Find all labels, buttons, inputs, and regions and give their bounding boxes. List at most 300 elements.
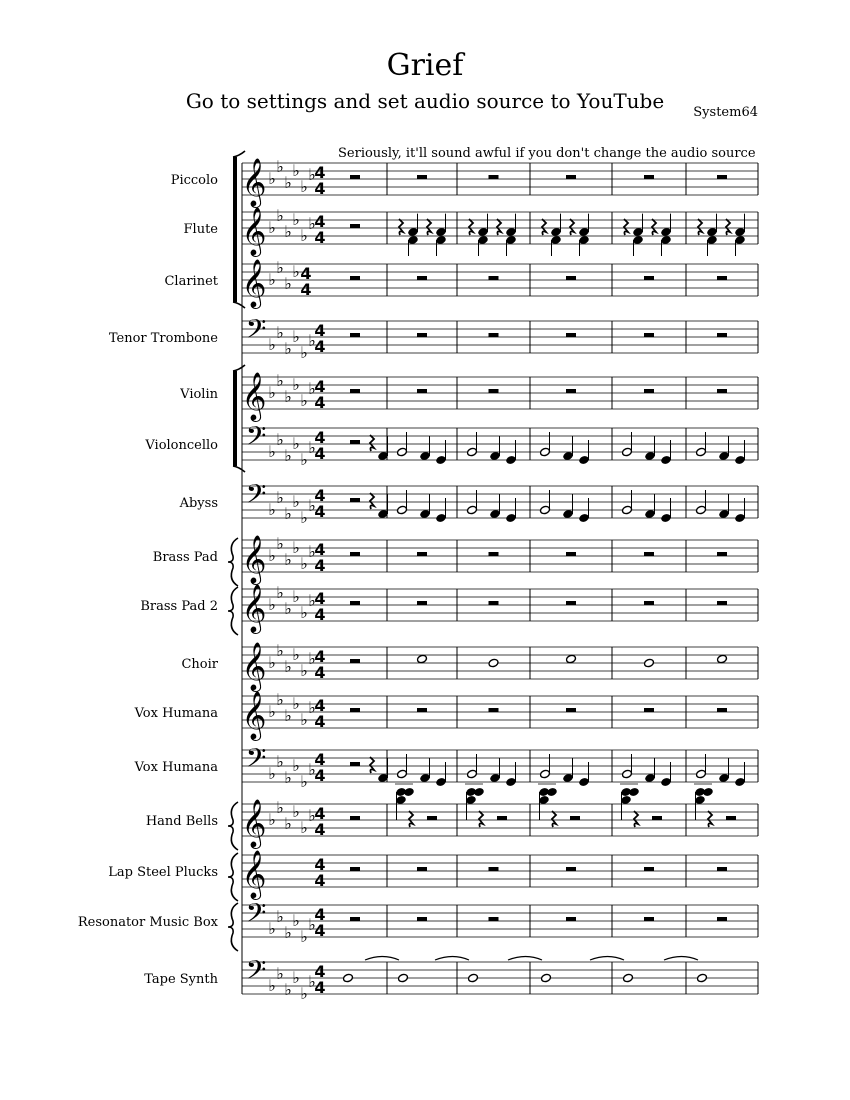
half-rest [489,276,499,280]
quarter-rest [497,219,501,235]
note-head [645,451,656,461]
time-signature-denominator: 4 [314,502,326,521]
flat-icon: ♭ [300,450,308,469]
half-rest [350,333,360,337]
flat-icon: ♭ [276,258,284,277]
note-head [579,455,590,465]
flat-icon: ♭ [284,504,292,523]
flat-icon: ♭ [276,430,284,449]
flat-icon: ♭ [276,798,284,817]
time-signature-numerator: 4 [314,321,326,340]
note-head [579,513,590,523]
note-head [707,227,718,237]
flat-icon: ♭ [268,919,276,938]
quarter-rest [708,811,712,827]
quarter-rest [370,757,374,773]
note-head [633,235,644,245]
flat-icon: ♭ [268,764,276,783]
flat-icon: ♭ [268,500,276,519]
half-rest [350,175,360,179]
composer: System64 [693,105,758,120]
flat-icon: ♭ [268,702,276,721]
note-head [551,227,562,237]
flat-icon: ♭ [292,968,300,987]
note-head [420,451,431,461]
note-head [466,795,477,805]
half-rest [717,333,727,337]
whole-note [566,654,577,664]
half-rest [717,708,727,712]
whole-note [644,658,655,668]
half-rest [566,552,576,556]
note-head [436,777,447,787]
half-note [467,505,478,515]
half-rest [489,333,499,337]
treble-clef-icon: 𝄞 [241,690,267,739]
flat-icon: ♭ [308,915,316,934]
flat-icon: ♭ [276,488,284,507]
flat-icon: ♭ [292,694,300,713]
flat-icon: ♭ [284,599,292,618]
flat-icon: ♭ [292,434,300,453]
half-rest [417,917,427,921]
half-rest [717,867,727,871]
flat-icon: ♭ [276,323,284,342]
group-brace [228,903,238,951]
time-signature-numerator: 4 [314,540,326,559]
flat-icon: ♭ [292,492,300,511]
half-note [622,769,633,779]
flat-icon: ♭ [284,923,292,942]
half-rest [489,552,499,556]
flat-icon: ♭ [284,222,292,241]
instrument-label: Clarinet [164,274,218,289]
instrument-label: Resonator Music Box [77,915,218,930]
flat-icon: ♭ [268,810,276,829]
note-head [539,795,550,805]
half-rest [417,708,427,712]
note-head [735,777,746,787]
flat-icon: ♭ [284,339,292,358]
tie [664,957,698,961]
treble-clef-icon: 𝄞 [241,534,267,583]
half-rest [717,276,727,280]
note-head [661,513,672,523]
flat-icon: ♭ [308,496,316,515]
instrument-label: Flute [183,222,218,237]
half-rest [566,276,576,280]
flat-icon: ♭ [284,768,292,787]
time-signature-numerator: 4 [314,855,326,874]
note-head [563,451,574,461]
flat-icon: ♭ [276,690,284,709]
half-rest [566,333,576,337]
half-rest [566,708,576,712]
note-head [506,227,517,237]
flat-icon: ♭ [300,772,308,791]
quarter-rest [370,493,374,509]
flat-icon: ♭ [300,343,308,362]
bass-clef-icon: 𝄢 [245,897,267,935]
flat-icon: ♭ [284,657,292,676]
treble-clef-icon: 𝄞 [241,641,267,690]
note-head [490,773,501,783]
flat-icon: ♭ [276,907,284,926]
flat-icon: ♭ [284,387,292,406]
half-note [696,505,707,515]
note-head [703,787,714,797]
time-signature-numerator: 4 [314,212,326,231]
flat-icon: ♭ [292,911,300,930]
quarter-rest [634,811,638,827]
note-head [436,235,447,245]
half-rest [566,601,576,605]
flat-icon: ♭ [268,546,276,565]
instrument-label: Piccolo [170,173,218,188]
whole-note [541,973,552,983]
flat-icon: ♭ [268,976,276,995]
flat-icon: ♭ [268,653,276,672]
group-brace [228,802,238,850]
treble-clef-icon: 𝄞 [241,849,267,898]
bass-clef-icon: 𝄢 [245,954,267,992]
half-rest [644,175,654,179]
half-note [397,769,408,779]
flat-icon: ♭ [292,262,300,281]
half-note [696,447,707,457]
whole-note [623,973,634,983]
tie [365,957,399,961]
flat-icon: ♭ [276,534,284,553]
quarter-rest [726,219,730,235]
flat-icon: ♭ [276,371,284,390]
time-signature-denominator: 4 [314,820,326,839]
half-rest [566,175,576,179]
quarter-rest [479,811,483,827]
time-signature-numerator: 4 [314,589,326,608]
flat-icon: ♭ [284,173,292,192]
treble-clef-icon: 𝄞 [241,206,267,255]
note-head [661,455,672,465]
quarter-rest [427,219,431,235]
treble-clef-icon: 𝄞 [241,371,267,420]
half-rest [644,276,654,280]
flat-icon: ♭ [292,756,300,775]
half-rest [566,389,576,393]
note-head [629,787,640,797]
note-head [436,227,447,237]
bass-clef-icon: 𝄢 [245,313,267,351]
treble-clef-icon: 𝄞 [241,583,267,632]
half-rest [427,816,437,820]
instrument-label: Brass Pad [152,550,218,565]
half-rest [417,601,427,605]
time-signature-numerator: 4 [314,163,326,182]
half-rest [350,498,360,502]
half-rest [489,708,499,712]
flat-icon: ♭ [300,984,308,1003]
flat-icon: ♭ [308,165,316,184]
instrument-label: Brass Pad 2 [140,599,218,614]
group-brace [228,587,238,635]
flat-icon: ♭ [268,383,276,402]
half-rest [644,389,654,393]
flat-icon: ♭ [308,806,316,825]
note-head [420,509,431,519]
time-signature-numerator: 4 [314,905,326,924]
half-note [397,505,408,515]
note-head [343,973,354,983]
flat-icon: ♭ [284,980,292,999]
flat-icon: ♭ [300,603,308,622]
tie [435,957,469,961]
half-rest [350,440,360,444]
time-signature-numerator: 4 [314,962,326,981]
half-rest [350,762,360,766]
time-signature-denominator: 4 [314,605,326,624]
score-annotation: Seriously, it'll sound awful if you don't change the audio source [338,146,756,161]
flat-icon: ♭ [300,710,308,729]
note-head [404,787,415,797]
note-head [735,455,746,465]
note-head [719,451,730,461]
time-signature-denominator: 4 [314,179,326,198]
half-note [540,447,551,457]
note-head [408,227,419,237]
half-rest [350,816,360,820]
note-head [478,235,489,245]
instrument-label: Lap Steel Plucks [108,865,218,880]
flat-icon: ♭ [300,508,308,527]
note-head [563,773,574,783]
quarter-rest [370,435,374,451]
quarter-rest [624,219,628,235]
half-rest [644,552,654,556]
flat-icon: ♭ [292,645,300,664]
note-head [506,777,517,787]
note-head [563,509,574,519]
flat-icon: ♭ [284,706,292,725]
note-head [396,795,407,805]
note-head [633,227,644,237]
time-signature-denominator: 4 [314,766,326,785]
flat-icon: ♭ [276,964,284,983]
half-rest [566,917,576,921]
note-head [707,235,718,245]
half-note [540,769,551,779]
note-head [547,787,558,797]
flat-icon: ♭ [300,391,308,410]
flat-icon: ♭ [308,972,316,991]
flat-icon: ♭ [300,177,308,196]
instrument-label: Hand Bells [145,814,218,829]
note-head [661,777,672,787]
half-rest [717,175,727,179]
flat-icon: ♭ [308,379,316,398]
score-title: Grief [386,48,464,83]
note-head [645,773,656,783]
half-rest [489,175,499,179]
whole-note [398,973,409,983]
time-signature-numerator: 4 [314,428,326,447]
flat-icon: ♭ [268,335,276,354]
half-rest [350,917,360,921]
flat-icon: ♭ [268,218,276,237]
half-rest [489,601,499,605]
group-bracket [233,157,237,302]
instrument-label: Violoncello [145,438,218,453]
half-rest [417,867,427,871]
flat-icon: ♭ [276,641,284,660]
flat-icon: ♭ [268,442,276,461]
time-signature-numerator: 4 [314,486,326,505]
note-head [551,235,562,245]
note-head [478,227,489,237]
half-rest [417,389,427,393]
flat-icon: ♭ [300,554,308,573]
time-signature-denominator: 4 [314,871,326,890]
note-head [506,513,517,523]
half-rest [489,917,499,921]
instrument-label: Vox Humana [134,760,218,775]
flat-icon: ♭ [300,818,308,837]
half-rest [566,867,576,871]
half-rest [350,276,360,280]
time-signature-denominator: 4 [314,921,326,940]
group-brace [228,538,238,586]
half-rest [644,333,654,337]
note-head [695,795,706,805]
flat-icon: ♭ [308,331,316,350]
flat-icon: ♭ [292,538,300,557]
half-rest [417,552,427,556]
note-head [490,451,501,461]
half-note [622,447,633,457]
half-rest [489,389,499,393]
flat-icon: ♭ [300,927,308,946]
note-head [408,235,419,245]
time-signature-numerator: 4 [314,696,326,715]
half-rest [350,708,360,712]
whole-note [697,973,708,983]
half-rest [644,708,654,712]
instrument-label: Violin [180,387,218,402]
time-signature-denominator: 4 [314,978,326,997]
note-head [490,509,501,519]
flat-icon: ♭ [276,583,284,602]
note-head [474,787,485,797]
whole-note [488,658,499,668]
half-rest [417,175,427,179]
quarter-rest [698,219,702,235]
note-head [735,227,746,237]
flat-icon: ♭ [284,274,292,293]
flat-icon: ♭ [284,550,292,569]
time-signature-numerator: 4 [314,750,326,769]
flat-icon: ♭ [308,591,316,610]
quarter-rest [570,219,574,235]
flat-icon: ♭ [300,661,308,680]
flat-icon: ♭ [308,649,316,668]
half-note [397,447,408,457]
tie [590,957,624,961]
half-rest [350,389,360,393]
time-signature-numerator: 4 [314,647,326,666]
note-head [735,513,746,523]
flat-icon: ♭ [308,542,316,561]
half-rest [717,552,727,556]
flat-icon: ♭ [308,214,316,233]
group-brace [228,853,238,901]
note-head [661,235,672,245]
quarter-rest [469,219,473,235]
note-head [661,227,672,237]
treble-clef-icon: 𝄞 [241,798,267,847]
flat-icon: ♭ [300,226,308,245]
half-rest [726,816,736,820]
tie [508,957,542,961]
note-head [506,455,517,465]
score-subtitle: Go to settings and set audio source to YouTube [185,89,665,113]
whole-note [417,654,428,664]
flat-icon: ♭ [276,752,284,771]
instrument-label: Vox Humana [134,706,218,721]
half-rest [417,333,427,337]
half-rest [417,276,427,280]
half-rest [350,224,360,228]
quarter-rest [652,219,656,235]
note-head [719,509,730,519]
half-rest [350,659,360,663]
half-note [696,769,707,779]
half-note [540,505,551,515]
half-rest [644,867,654,871]
instrument-label: Abyss [179,496,218,511]
flat-icon: ♭ [292,161,300,180]
quarter-rest [552,811,556,827]
half-note [622,505,633,515]
bass-clef-icon: 𝄢 [245,478,267,516]
flat-icon: ♭ [292,327,300,346]
instrument-label: Choir [181,657,218,672]
half-rest [717,389,727,393]
quarter-rest [399,219,403,235]
note-head [436,455,447,465]
note-head [420,773,431,783]
group-bracket [233,371,237,466]
time-signature-denominator: 4 [314,556,326,575]
flat-icon: ♭ [268,270,276,289]
time-signature-denominator: 4 [314,393,326,412]
flat-icon: ♭ [308,760,316,779]
flat-icon: ♭ [268,595,276,614]
time-signature-denominator: 4 [314,228,326,247]
half-rest [644,601,654,605]
half-rest [489,867,499,871]
note-head [719,773,730,783]
half-rest [652,816,662,820]
whole-note [468,973,479,983]
time-signature-numerator: 4 [314,377,326,396]
half-rest [497,816,507,820]
flat-icon: ♭ [276,157,284,176]
half-rest [350,867,360,871]
time-signature-denominator: 4 [314,712,326,731]
time-signature-denominator: 4 [314,337,326,356]
half-rest [717,601,727,605]
half-rest [717,917,727,921]
treble-clef-icon: 𝄞 [241,157,267,206]
